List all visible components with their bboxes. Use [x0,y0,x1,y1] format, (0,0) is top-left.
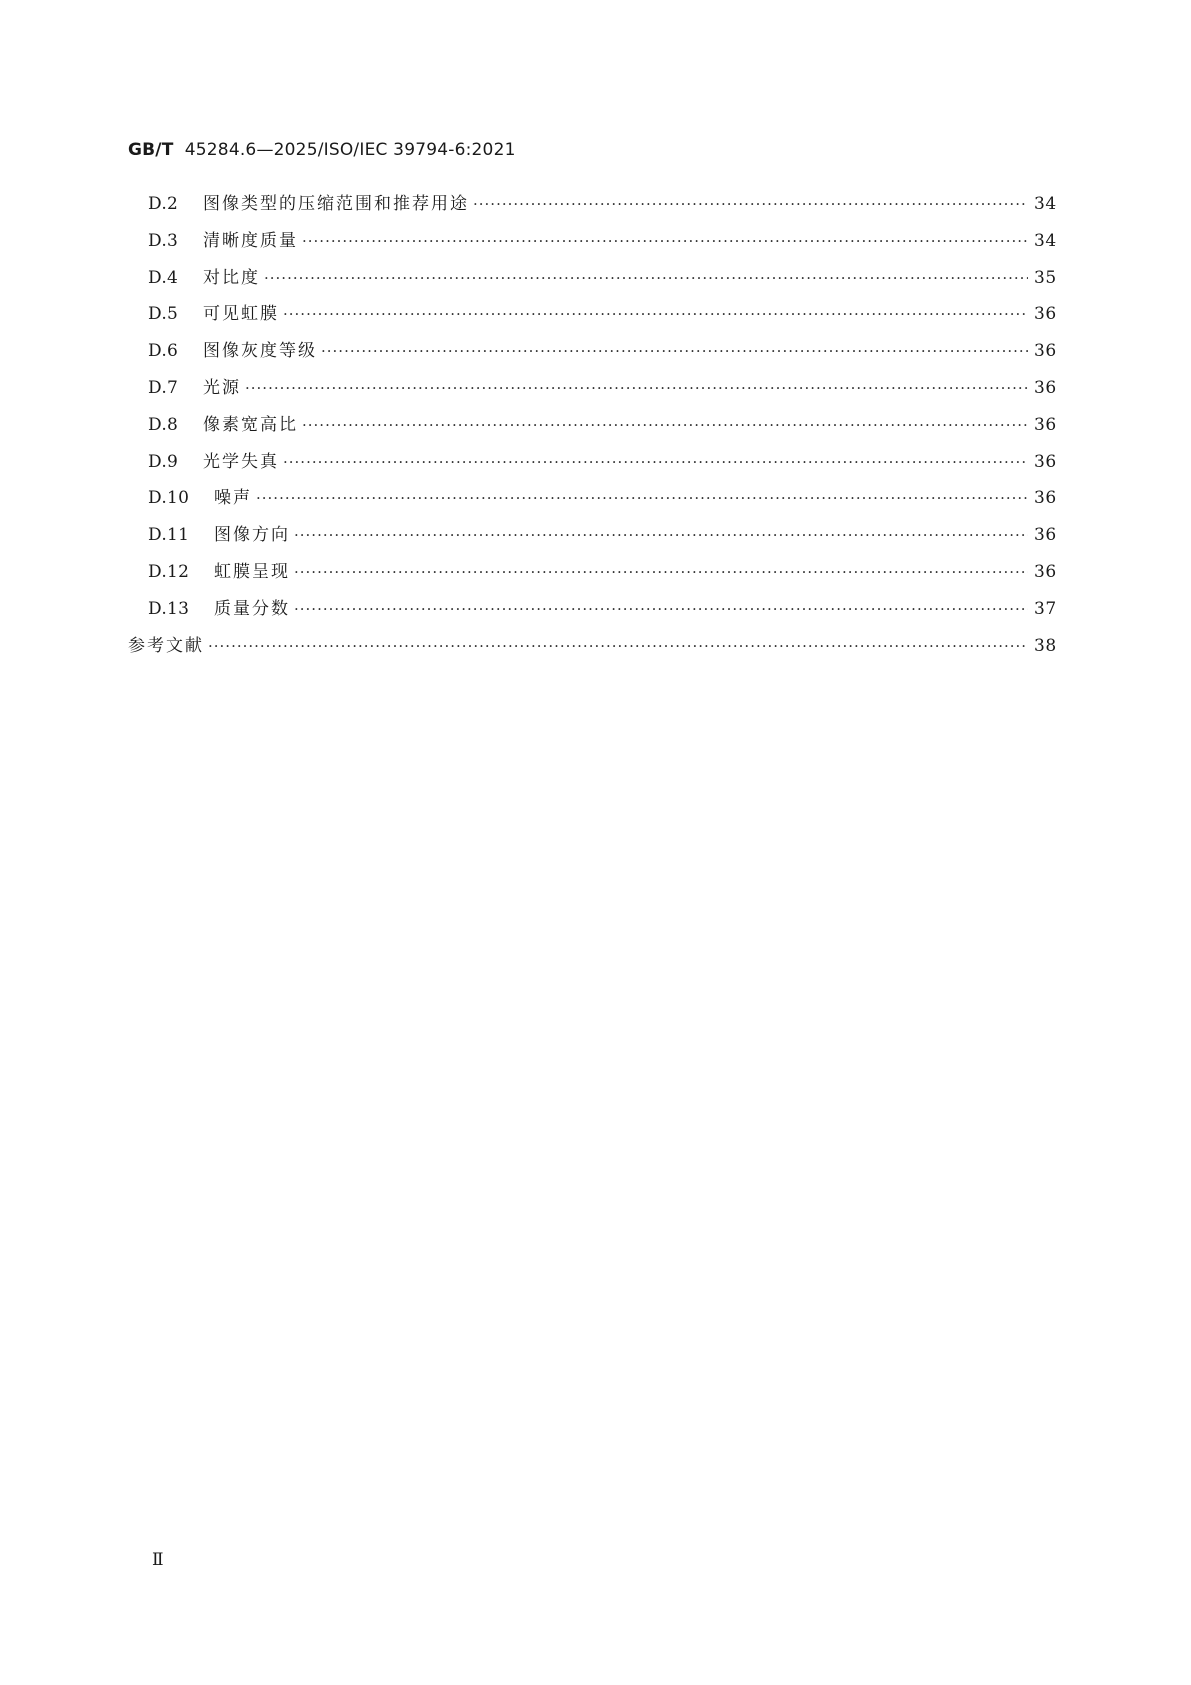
toc-entry-title: 图像灰度等级 [203,341,317,362]
standard-number: 45284.6—2025/ISO/IEC 39794-6:2021 [184,140,516,160]
page-folio: Ⅱ [152,1550,164,1570]
toc-entry-title: 对比度 [203,267,260,288]
toc-entry-page: 36 [1034,377,1057,398]
toc-entry-page: 38 [1034,635,1057,656]
dot-leader [264,266,1028,290]
page-header [128,140,516,160]
toc-entry-page: 36 [1034,451,1057,472]
dot-leader [302,413,1028,437]
dot-leader [302,229,1028,253]
toc-entry-number: D.8 [148,414,179,435]
toc-entry-number: D.10 [148,488,190,509]
dot-leader [294,523,1028,547]
toc-entry[interactable] [128,486,1056,523]
toc-entry-title: 光学失真 [203,451,279,472]
toc-entry[interactable] [128,302,1056,339]
toc-entry-number: D.5 [148,304,179,325]
toc-entry[interactable] [128,376,1056,413]
toc-entry-number: D.4 [148,267,179,288]
toc-entry[interactable] [128,560,1056,597]
toc-entry-number: D.7 [148,377,179,398]
toc-entry-page: 36 [1034,341,1057,362]
toc-entry-title: 参考文献 [128,635,204,656]
toc-entry-number: D.13 [148,598,190,619]
toc-entry-title: 虹膜呈现 [214,561,290,582]
toc-entry-title: 像素宽高比 [203,414,298,435]
dot-leader [208,634,1028,658]
toc-entry[interactable] [128,339,1056,376]
toc-entry-number: D.3 [148,230,179,251]
toc-entry-number: D.6 [148,341,179,362]
toc-entry-page: 35 [1034,267,1057,288]
toc-entry[interactable] [128,450,1056,487]
toc-entry-title: 可见虹膜 [203,304,279,325]
toc-entry[interactable] [128,192,1056,229]
toc-entry[interactable] [128,229,1056,266]
toc-entry[interactable] [128,266,1056,303]
toc-entry-number: D.12 [148,561,190,582]
toc-entry-title: 噪声 [214,488,252,509]
toc-entry-title: 清晰度质量 [203,230,298,251]
dot-leader [473,192,1028,216]
toc-entry-title: 质量分数 [214,598,290,619]
dot-leader [321,339,1028,363]
table-of-contents [128,192,1056,670]
dot-leader [245,376,1028,400]
toc-entry[interactable] [128,523,1056,560]
toc-entry-page: 34 [1034,230,1057,251]
toc-entry-page: 36 [1034,525,1057,546]
toc-entry-number: D.2 [148,194,179,214]
toc-entry-page: 36 [1034,488,1057,509]
dot-leader [283,302,1028,326]
toc-entry-number: D.9 [148,451,179,472]
toc-entry-page: 37 [1034,598,1057,619]
toc-entry-page: 36 [1034,561,1057,582]
dot-leader [256,486,1028,510]
toc-entry-title: 图像方向 [214,525,290,546]
toc-entry-page: 36 [1034,414,1057,435]
toc-entry-title: 光源 [203,377,241,398]
toc-entry-number: D.11 [148,525,190,546]
toc-entry-page: 36 [1034,304,1057,325]
toc-entry[interactable] [128,413,1056,450]
dot-leader [294,597,1028,621]
dot-leader [294,560,1028,584]
standard-code: GB/T [128,140,174,160]
toc-entry-page: 34 [1034,194,1057,214]
toc-entry-title: 图像类型的压缩范围和推荐用途 [203,194,469,214]
dot-leader [283,450,1028,474]
toc-entry-references[interactable] [128,634,1056,671]
toc-entry[interactable] [128,597,1056,634]
